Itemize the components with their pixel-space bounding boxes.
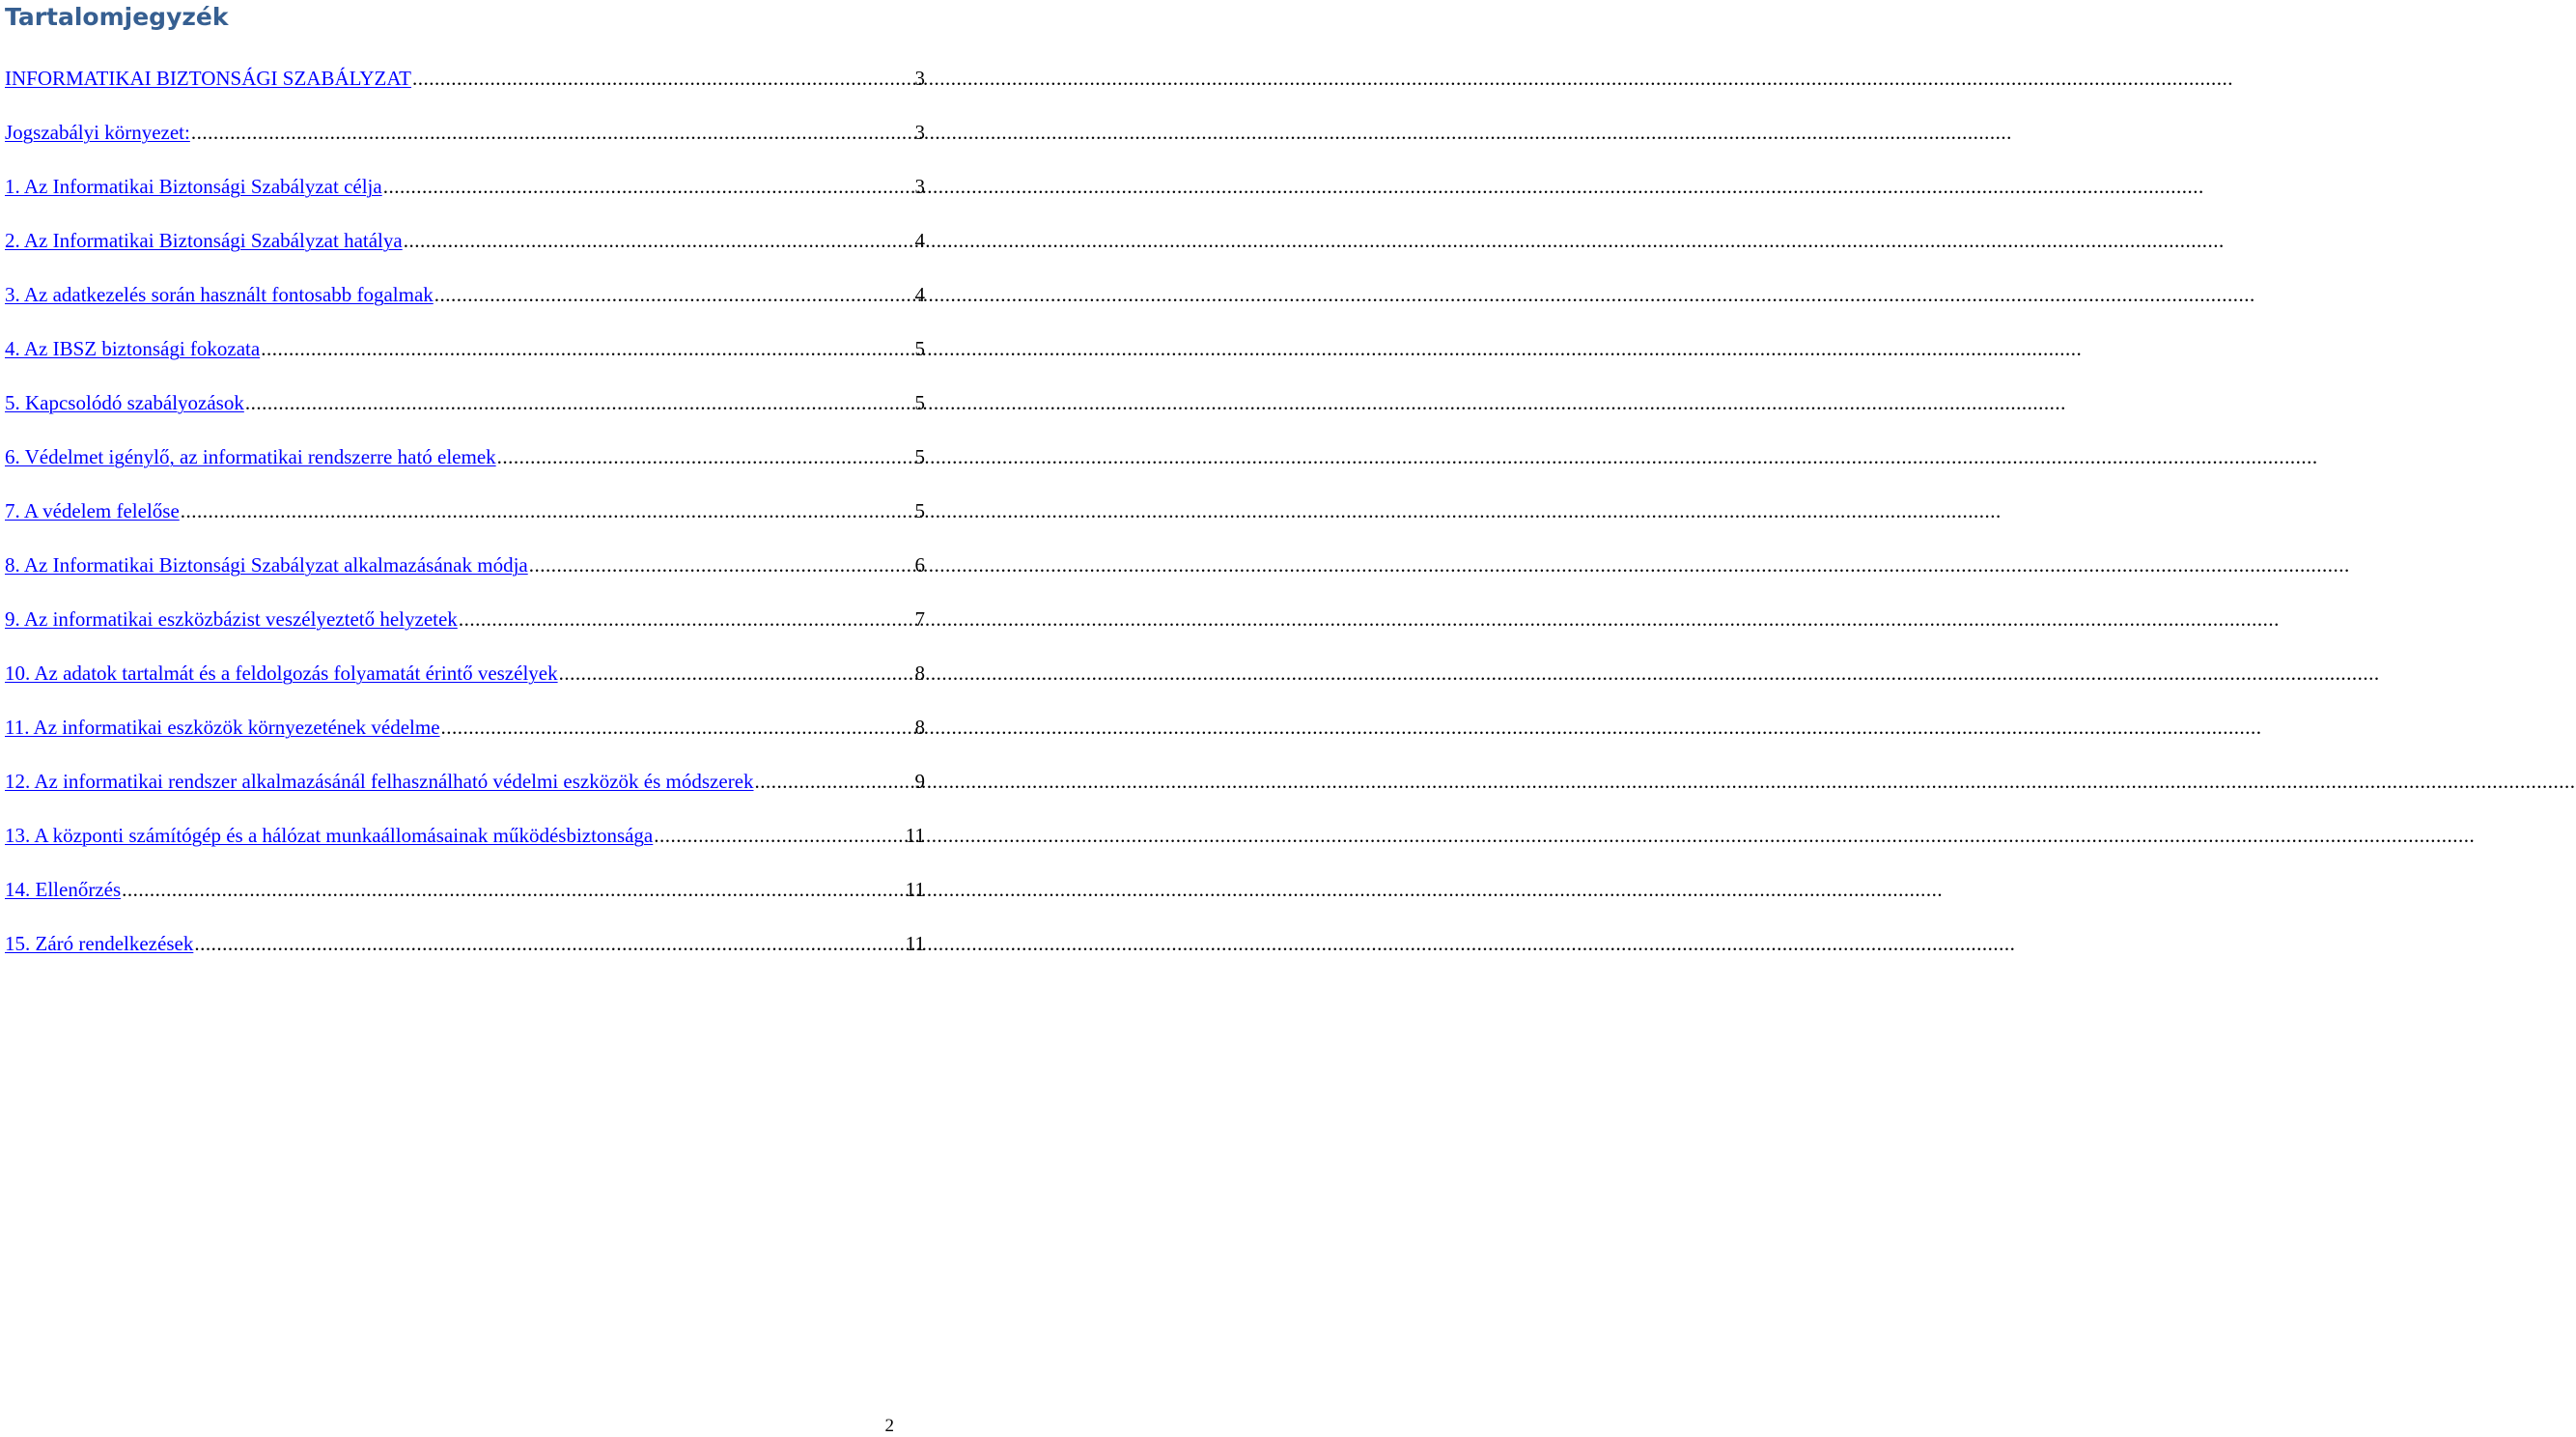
toc-link-jogszabalyi-kornyezet[interactable]: Jogszabályi környezet: <box>5 121 190 144</box>
toc-entry-14 <box>5 871 925 925</box>
toc-link-13[interactable]: 13. A központi számítógép és a hálózat munkaállomásainak működésbiztonsága <box>5 824 654 847</box>
toc-link-12[interactable]: 12. Az informatikai rendszer alkalmazásánál felhasználható védelmi eszközök és módszerek <box>5 770 754 793</box>
toc-page-number: 5 <box>914 391 925 414</box>
toc-page-number: 11 <box>905 878 925 901</box>
toc-page-number: 7 <box>914 607 925 631</box>
dot-leader <box>434 276 914 313</box>
dot-leader <box>181 493 914 529</box>
toc-link-informatikai-biztonsagi-szabalyzat[interactable]: INFORMATIKAI BIZTONSÁGI SZABÁLYZAT <box>5 67 412 90</box>
toc-entry-9 <box>5 601 925 655</box>
toc-link-8[interactable]: 8. Az Informatikai Biztonsági Szabályzat alkalmazásának módja <box>5 553 528 577</box>
dot-leader <box>404 222 914 259</box>
dot-leader <box>191 114 914 151</box>
dot-leader <box>245 384 914 421</box>
toc-page-number: 11 <box>905 824 925 847</box>
toc-page-number: 9 <box>914 770 925 793</box>
toc-heading: Tartalomjegyzék <box>5 3 229 31</box>
toc-entry-6 <box>5 438 925 493</box>
toc-link-15[interactable]: 15. Záró rendelkezések <box>5 932 194 955</box>
toc-link-5[interactable]: 5. Kapcsolódó szabályozások <box>5 391 244 414</box>
page-number: 2 <box>884 1416 894 1436</box>
toc-page-number: 4 <box>914 229 925 252</box>
toc-page-number: 3 <box>914 175 925 198</box>
toc-entry-3 <box>5 276 925 330</box>
toc-entry-jogszabalyi-kornyezet <box>5 114 925 168</box>
toc-page-number: 5 <box>914 445 925 468</box>
dot-leader <box>497 438 914 475</box>
toc-link-9[interactable]: 9. Az informatikai eszközbázist veszélyeztető helyzetek <box>5 607 458 631</box>
toc-entry-7 <box>5 493 925 547</box>
toc-entry-10 <box>5 655 925 709</box>
toc-entry-12 <box>5 763 925 817</box>
toc-entry-5 <box>5 384 925 438</box>
toc-link-3[interactable]: 3. Az adatkezelés során használt fontosabb fogalmak <box>5 283 434 306</box>
toc-page-number: 3 <box>914 121 925 144</box>
dot-leader <box>529 547 914 583</box>
dot-leader <box>261 330 913 367</box>
toc-page-number: 8 <box>914 716 925 739</box>
toc-page-number: 6 <box>914 553 925 577</box>
toc-page-number: 5 <box>914 499 925 522</box>
toc-link-11[interactable]: 11. Az informatikai eszközök környezetének védelme <box>5 716 440 739</box>
toc-entry-11 <box>5 709 925 763</box>
dot-leader <box>412 60 913 97</box>
table-of-contents <box>5 60 925 979</box>
toc-entry-1 <box>5 168 925 222</box>
toc-link-7[interactable]: 7. A védelem felelőse <box>5 499 180 522</box>
toc-link-10[interactable]: 10. Az adatok tartalmát és a feldolgozás folyamatát érintő veszélyek <box>5 662 558 685</box>
toc-page-number: 11 <box>905 932 925 955</box>
dot-leader <box>194 925 904 962</box>
toc-entry-15 <box>5 925 925 979</box>
toc-page-number: 5 <box>914 337 925 360</box>
toc-page-number: 8 <box>914 662 925 685</box>
toc-entry-2 <box>5 222 925 276</box>
toc-page-number: 3 <box>914 67 925 90</box>
toc-link-6[interactable]: 6. Védelmet igénylő, az informatikai rendszerre ható elemek <box>5 445 496 468</box>
dot-leader <box>122 871 905 908</box>
dot-leader <box>654 817 905 854</box>
toc-entry-13 <box>5 817 925 871</box>
dot-leader <box>383 168 914 205</box>
toc-entry-4 <box>5 330 925 384</box>
toc-page-number: 4 <box>914 283 925 306</box>
toc-entry-informatikai-biztonsagi-szabalyzat <box>5 60 925 114</box>
toc-entry-8 <box>5 547 925 601</box>
toc-link-14[interactable]: 14. Ellenőrzés <box>5 878 122 901</box>
toc-link-2[interactable]: 2. Az Informatikai Biztonsági Szabályzat hatálya <box>5 229 403 252</box>
dot-leader <box>441 709 914 746</box>
dot-leader <box>559 655 914 691</box>
toc-link-1[interactable]: 1. Az Informatikai Biztonsági Szabályzat célja <box>5 175 382 198</box>
dot-leader <box>459 601 914 637</box>
dot-leader <box>755 763 914 800</box>
toc-link-4[interactable]: 4. Az IBSZ biztonsági fokozata <box>5 337 261 360</box>
